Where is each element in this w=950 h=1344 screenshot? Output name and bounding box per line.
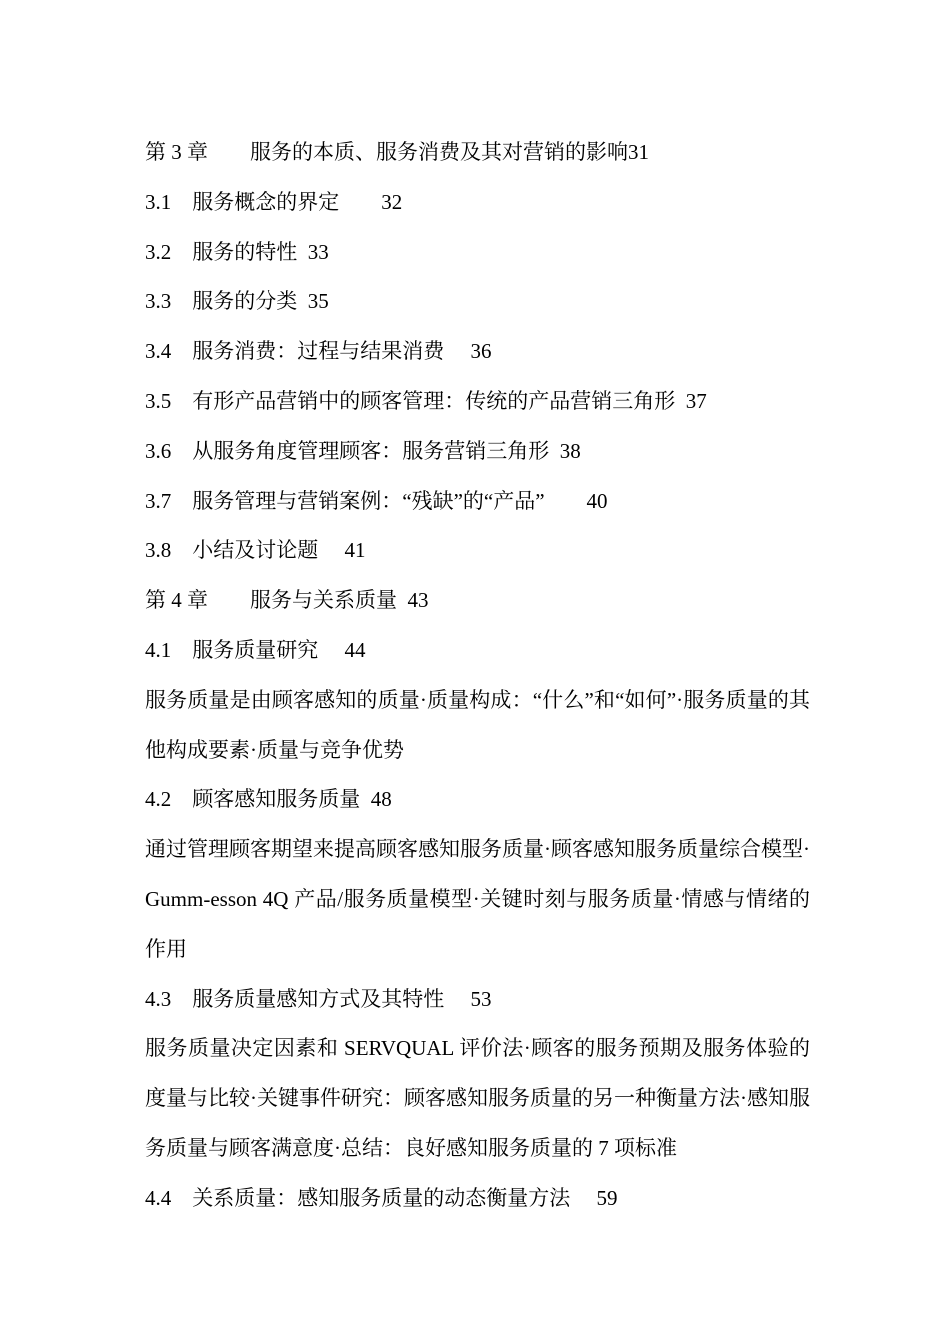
toc-entry-3-1: 3.1 服务概念的界定 32 <box>145 189 403 214</box>
toc-entry-3-4: 3.4 服务消费：过程与结果消费 36 <box>145 339 492 364</box>
toc-entry-3-8: 3.8 小结及讨论题 41 <box>145 538 366 563</box>
toc-entry-4-2: 4.2 顾客感知服务质量 48 <box>145 787 392 812</box>
toc-entry-3-7: 3.7 服务管理与营销案例：“残缺”的“产品” 40 <box>145 488 608 513</box>
toc-entry-4-1: 4.1 服务质量研究 44 <box>145 637 366 662</box>
toc-entry-4-4: 4.4 关系质量：感知服务质量的动态衡量方法 59 <box>145 1185 618 1210</box>
toc-subtopics-4-1: 服务质量是由顾客感知的质量·质量构成：“什么”和“如何”·服务质量的其他构成要素·质量与竞争优势 <box>145 687 810 762</box>
toc-entry-3-5: 3.5 有形产品营销中的顾客管理：传统的产品营销三角形 37 <box>145 388 707 413</box>
toc-entry-4-3: 4.3 服务质量感知方式及其特性 53 <box>145 986 492 1011</box>
table-of-contents <box>145 128 810 1224</box>
chapter-heading-3: 第 3 章 服务的本质、服务消费及其对营销的影响31 <box>145 140 649 164</box>
chapter-heading-4: 第 4 章 服务与关系质量 43 <box>145 588 429 613</box>
toc-entry-3-6: 3.6 从服务角度管理顾客：服务营销三角形 38 <box>145 438 581 463</box>
toc-entry-3-3: 3.3 服务的分类 35 <box>145 289 329 314</box>
toc-subtopics-4-3: 服务质量决定因素和 SERVQUAL 评价法·顾客的服务预期及服务体验的度量与比较·关键事件研究：顾客感知服务质量的另一种衡量方法·感知服务质量与顾客满意度·总结：良好感知服务质量的 7 项标准 <box>145 1036 810 1160</box>
toc-entry-3-2: 3.2 服务的特性 33 <box>145 239 329 264</box>
toc-subtopics-4-2: 通过管理顾客期望来提高顾客感知服务质量·顾客感知服务质量综合模型·Gumm-esson 4Q 产品/服务质量模型·关键时刻与服务质量·情感与情绪的作用 <box>145 837 810 961</box>
